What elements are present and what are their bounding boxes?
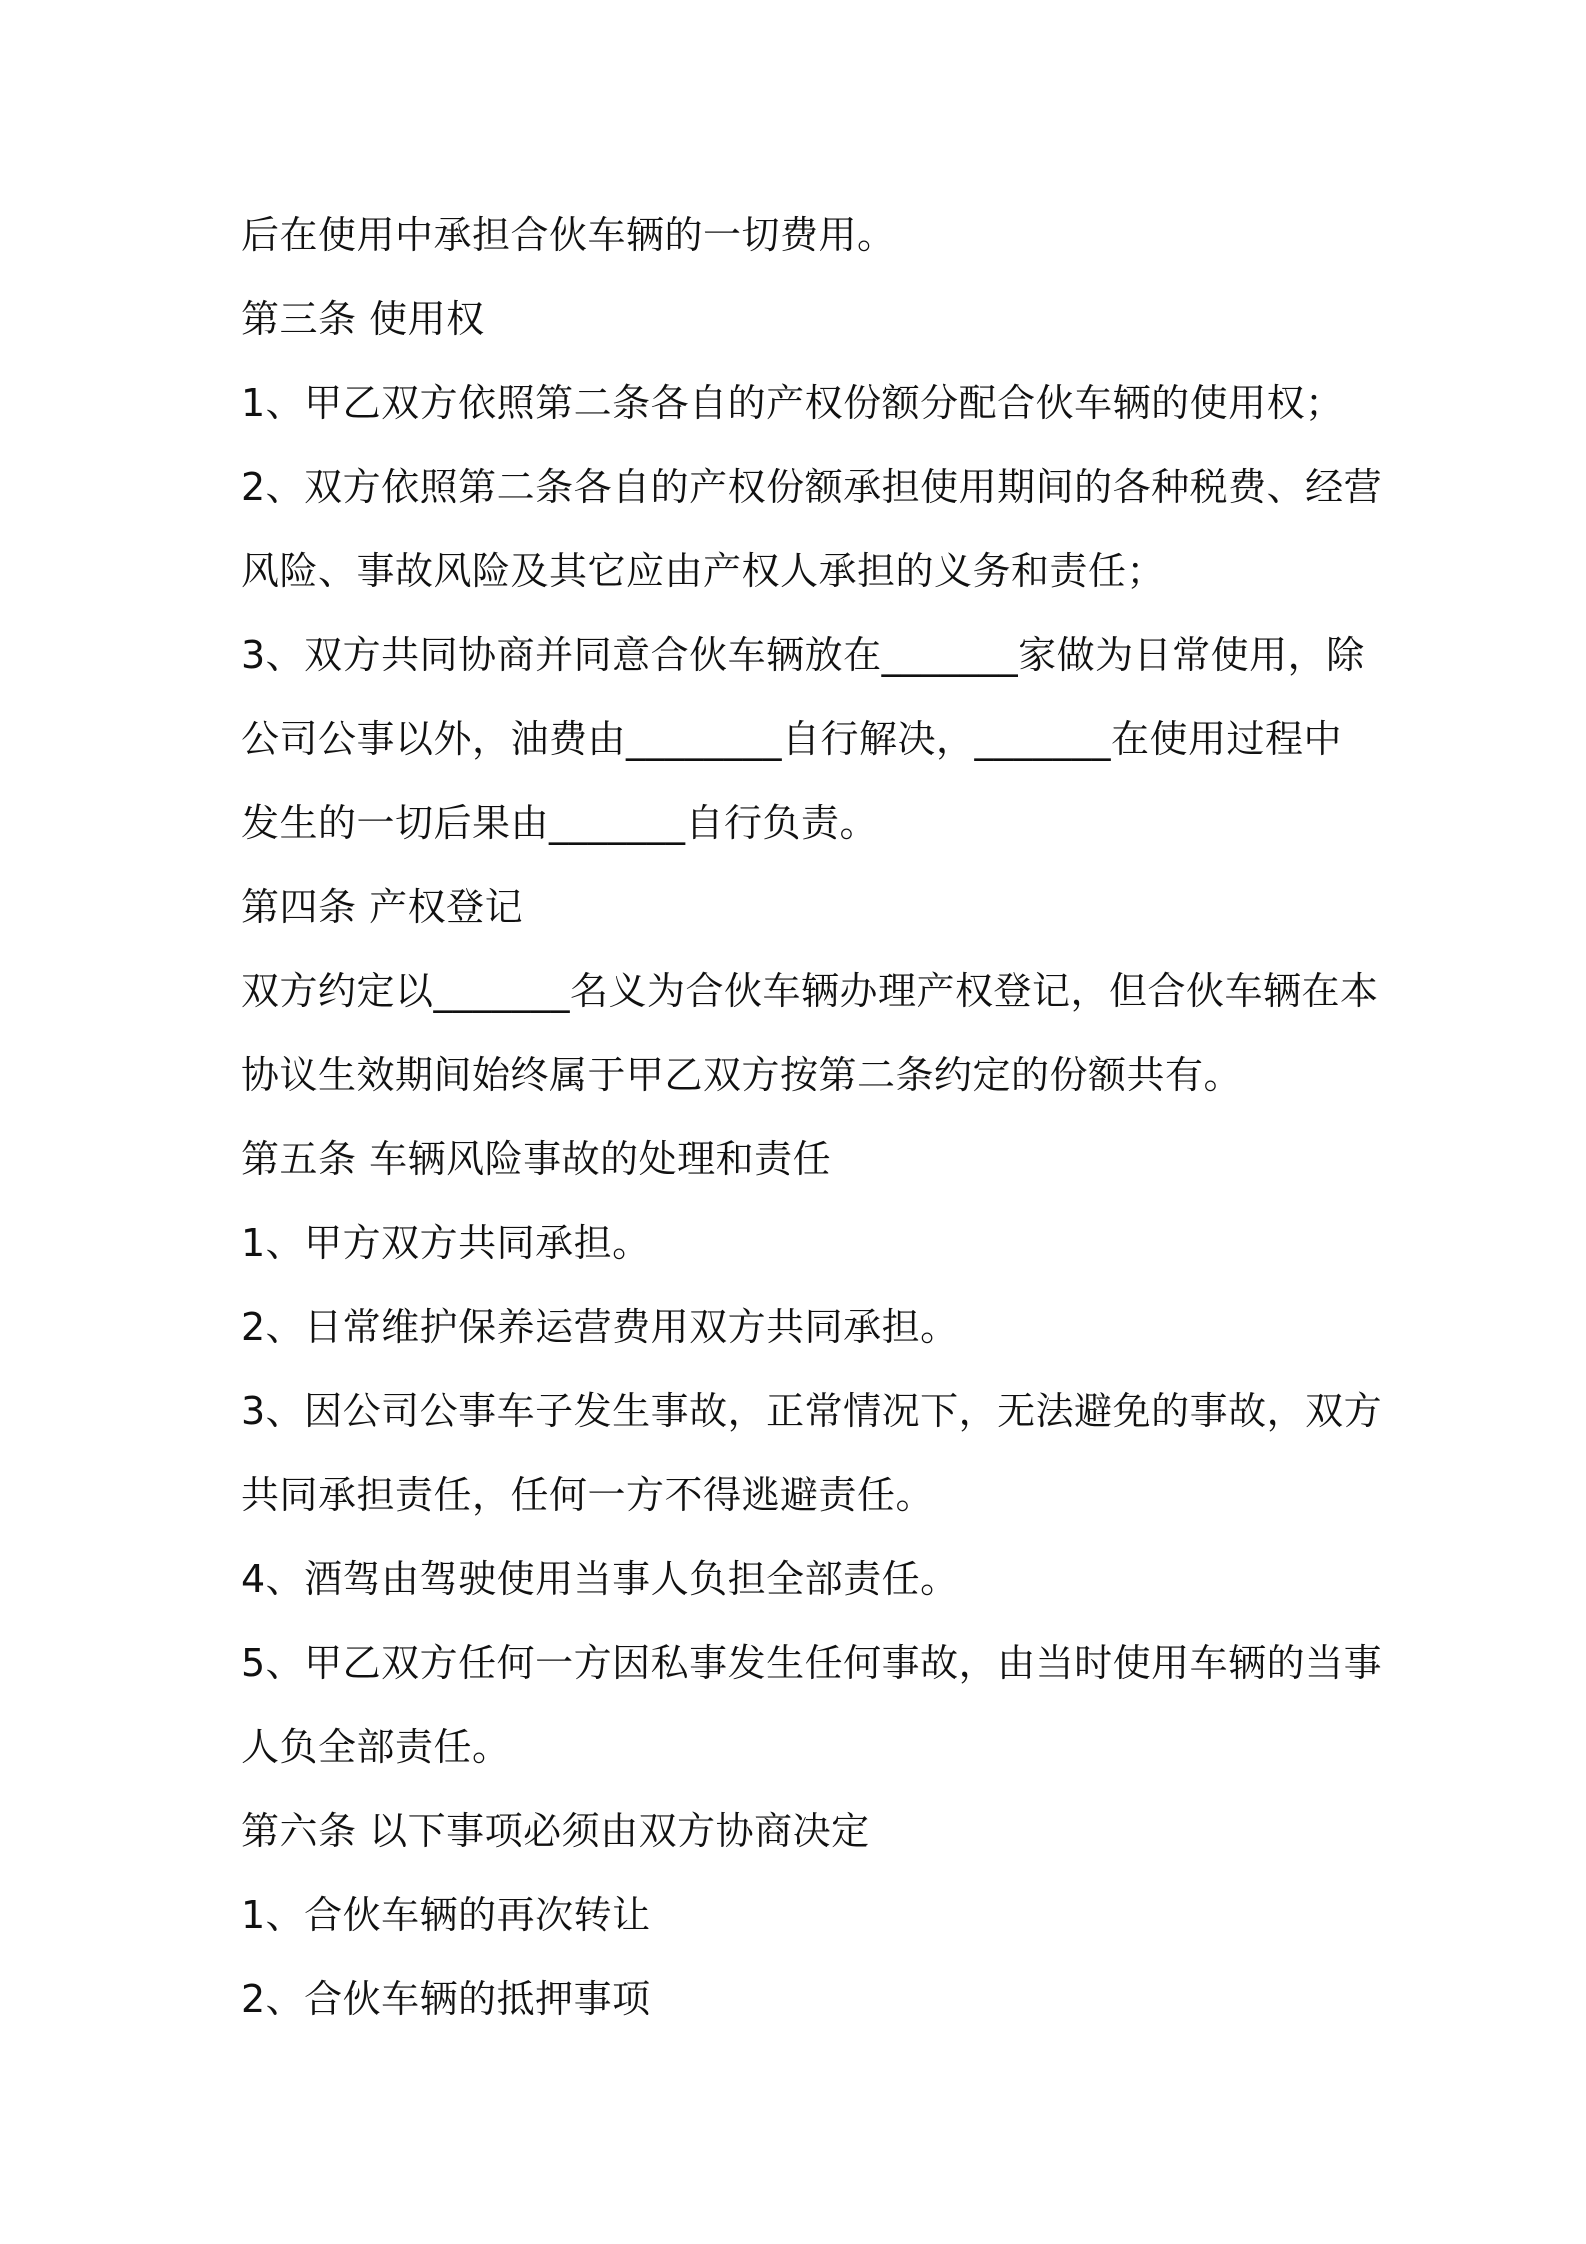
text-line: 2、双方依照第二条各自的产权份额承担使用期间的各种税费、经营 [241, 465, 1383, 509]
article-heading: 第五条 车辆风险事故的处理和责任 [241, 1137, 832, 1181]
article-heading: 第四条 产权登记 [241, 885, 524, 929]
text-line: 共同承担责任，任何一方不得逃避责任。 [241, 1473, 935, 1517]
text-line: 3、双方共同协商并同意合伙车辆放在_______家做为日常使用，除 [241, 633, 1365, 677]
article-heading: 第六条 以下事项必须由双方协商决定 [241, 1809, 870, 1853]
text-line: 4、酒驾由驾驶使用当事人负担全部责任。 [241, 1557, 959, 1601]
text-line: 5、甲乙双方任何一方因私事发生任何事故，由当时使用车辆的当事 [241, 1641, 1383, 1685]
text-line: 1、甲乙双方依照第二条各自的产权份额分配合伙车辆的使用权； [241, 381, 1344, 425]
article-heading: 第三条 使用权 [241, 297, 485, 341]
text-line: 风险、事故风险及其它应由产权人承担的义务和责任； [241, 549, 1166, 593]
text-line: 协议生效期间始终属于甲乙双方按第二条约定的份额共有。 [241, 1053, 1243, 1097]
text-line: 人负全部责任。 [241, 1725, 511, 1769]
text-line: 3、因公司公事车子发生事故，正常情况下，无法避免的事故，双方 [241, 1389, 1383, 1433]
text-line: 双方约定以_______名义为合伙车辆办理产权登记，但合伙车辆在本 [241, 969, 1379, 1013]
document-body [241, 193, 1383, 2041]
text-line: 发生的一切后果由_______自行负责。 [241, 801, 879, 845]
text-line: 后在使用中承担合伙车辆的一切费用。 [241, 213, 896, 257]
text-line: 2、合伙车辆的抵押事项 [241, 1977, 651, 2021]
text-line: 1、合伙车辆的再次转让 [241, 1893, 651, 1937]
text-line: 公司公事以外，油费由________自行解决，_______在使用过程中 [241, 717, 1343, 761]
text-line: 2、日常维护保养运营费用双方共同承担。 [241, 1305, 959, 1349]
text-line: 1、甲方双方共同承担。 [241, 1221, 651, 1265]
